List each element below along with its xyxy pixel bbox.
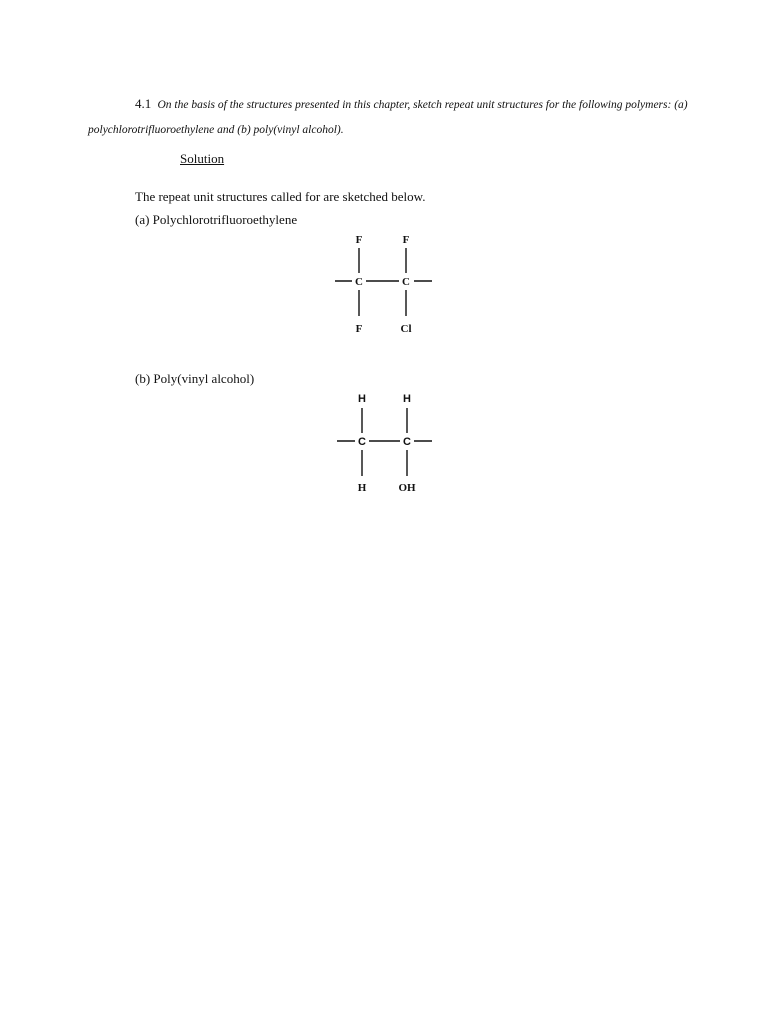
atom-b-top-right: H [403,393,411,405]
atom-b-top-left: H [358,393,366,405]
atom-a-bottom-right: Cl [400,323,412,335]
atom-a-top-right: F [402,234,410,246]
atom-a-carbon-left: C [355,276,363,288]
part-b-label: (b) Poly(vinyl alcohol) [135,371,255,386]
part-a-label: (a) Polychlorotrifluoroethylene [135,212,298,227]
solution-intro: The repeat unit structures called for are sketched below. [135,189,426,204]
problem-number: 4.1 [135,96,152,111]
problem-statement [88,92,688,142]
atom-b-carbon-right: C [403,436,411,448]
structure-a-diagram [330,228,440,340]
structure-b-diagram [330,388,440,500]
atom-a-carbon-right: C [402,276,410,288]
atom-a-top-left: F [355,234,363,246]
atom-a-bottom-left: F [355,323,363,335]
atom-b-bottom-left: H [357,482,367,494]
problem-question: On the basis of the structures presented in this chapter, sketch repeat unit structures for the following polymers: (a) polychlorotrifluoroethylene and (b) poly(vinyl alcohol). [88,99,688,136]
atom-b-bottom-right: OH [398,482,416,494]
solution-heading: Solution [180,151,225,166]
atom-b-carbon-left: C [358,436,366,448]
